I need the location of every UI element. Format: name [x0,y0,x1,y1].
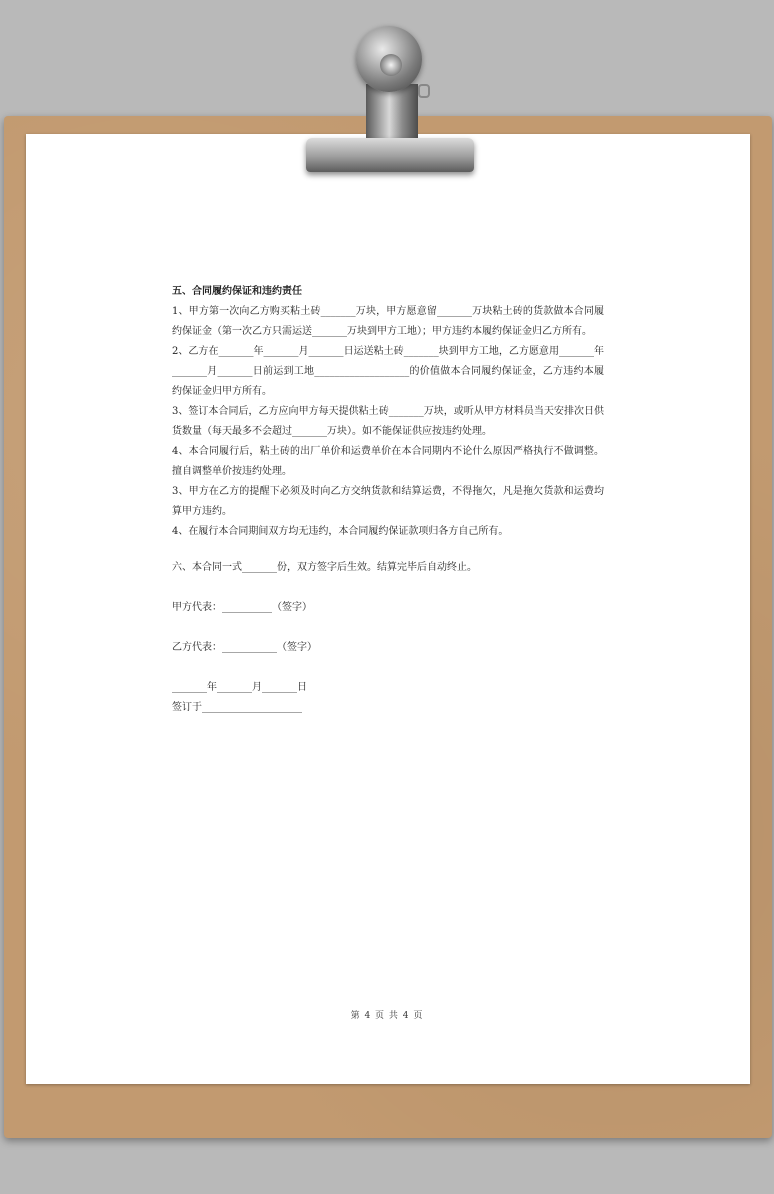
section5-item-2: 2、乙方在_______年_______月_______日运送粘土砖_______块到甲方工地，乙方愿意用_______年_______月_______日前运到工地___________________的价值做本合同履约保证金，乙方违约本履约保证金归甲方所有。 [172,346,604,397]
signature-date: _______年_______月_______日 [172,682,307,693]
section5-item-4: 4、本合同履行后，粘土砖的出厂单价和运费单价在本合同期内不论什么原因严格执行不做调整。擅自调整单价按违约处理。 [172,446,604,477]
spacer [172,542,604,558]
spacer [172,578,604,598]
clip-hole-icon [380,54,402,76]
contract-content [172,282,604,718]
signed-at: 签订于____________________ [172,702,302,713]
page-footer: 第 4 页 共 4 页 [350,1011,424,1021]
clip-neck-icon [366,84,418,140]
party-b-signature: 乙方代表：___________（签字） [172,642,317,653]
section6-text: 六、本合同一式_______份，双方签字后生效。结算完毕后自动终止。 [172,562,477,573]
section5-item-1: 1、甲方第一次向乙方购买粘土砖_______万块，甲方愿意留_______万块粘土砖的货款做本合同履约保证金（第一次乙方只需运送_______万块到甲方工地）；甲方违约本履约保证金归乙方所有。 [172,306,604,337]
spacer [172,658,604,678]
party-a-signature: 甲方代表：__________（签字） [172,602,312,613]
section5-item-5: 3、甲方在乙方的提醒下必须及时向乙方交纳货款和结算运费，不得拖欠，凡是拖欠货款和运费均算甲方违约。 [172,486,604,517]
section5-item-6: 4、在履行本合同期间双方均无违约，本合同履约保证款项归各方自己所有。 [172,526,509,537]
clip-base-icon [306,138,474,172]
clip-spring-icon [418,84,430,98]
section5-item-3: 3、签订本合同后，乙方应向甲方每天提供粘土砖_______万块，或听从甲方材料员当天安排次日供货数量（每天最多不会超过_______万块）。如不能保证供应按违约处理。 [172,406,604,437]
section5-heading: 五、合同履约保证和违约责任 [172,286,302,297]
spacer [172,618,604,638]
